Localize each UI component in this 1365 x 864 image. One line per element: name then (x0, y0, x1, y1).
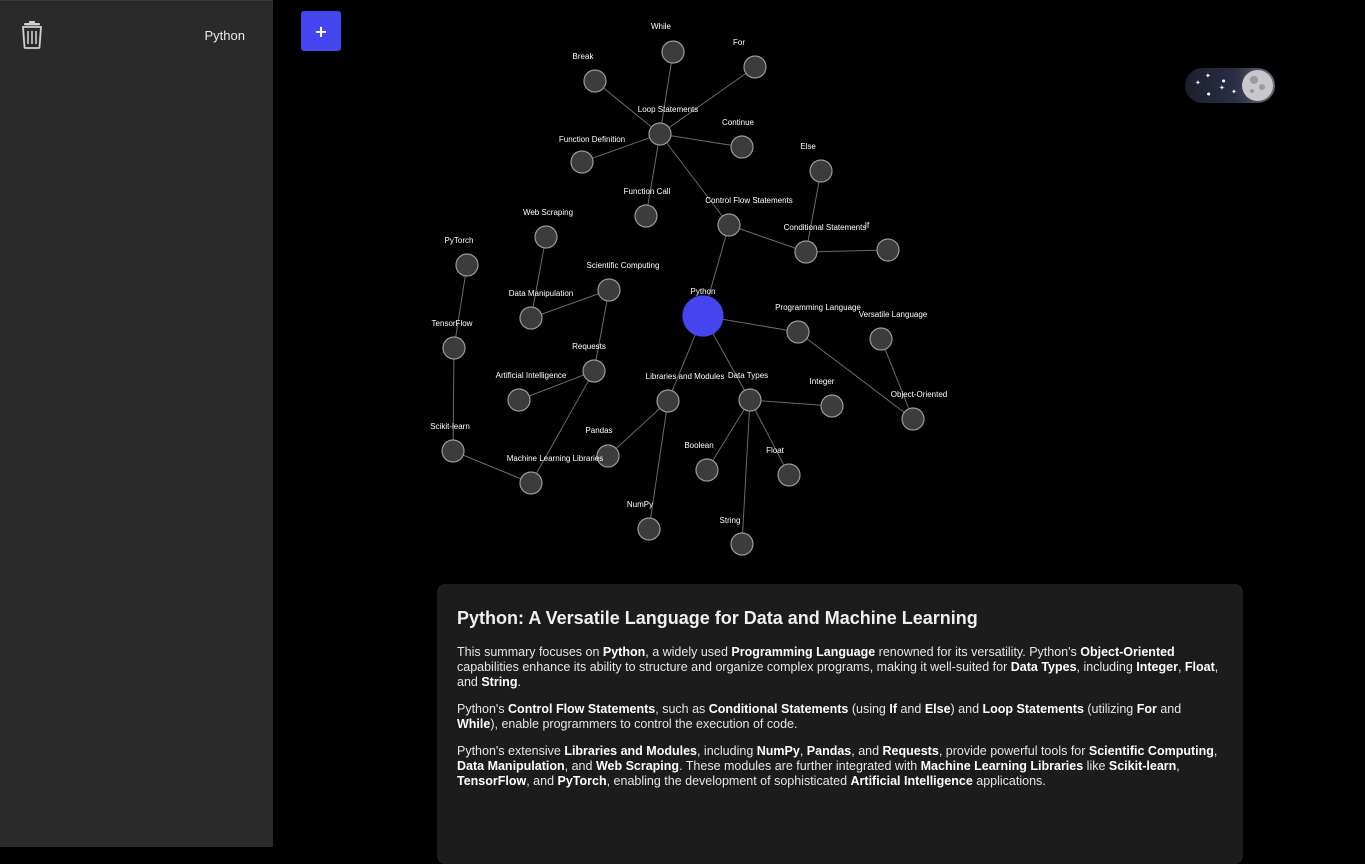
graph-node-label: NumPy (626, 500, 654, 509)
graph-node-circle[interactable] (443, 337, 465, 359)
sidebar-item-python[interactable] (60, 25, 250, 47)
summary-title: Python: A Versatile Language for Data and Machine Learning (457, 608, 978, 628)
summary-keyword: Integer (1136, 660, 1178, 674)
summary-keyword: Scikit-learn (1108, 759, 1177, 773)
graph-node-label: Python (690, 287, 716, 296)
star-icon: ✦ (1219, 84, 1225, 92)
graph-node-circle[interactable] (739, 389, 761, 411)
graph-node-else[interactable] (800, 142, 832, 182)
graph-node-circle[interactable] (696, 459, 718, 481)
star-icon: ✦ (1195, 79, 1201, 87)
graph-node-boolean[interactable] (684, 441, 718, 481)
graph-node-circle[interactable] (870, 328, 892, 350)
star-icon: ● (1222, 78, 1226, 83)
summary-keyword: Else (924, 702, 951, 716)
graph-node-circle[interactable] (649, 123, 671, 145)
graph-node-circle[interactable] (731, 136, 753, 158)
graph-node-python[interactable] (683, 287, 723, 336)
graph-node-circle[interactable] (657, 390, 679, 412)
graph-edges (453, 52, 913, 544)
graph-node-circle[interactable] (571, 151, 593, 173)
graph-node-label: Programming Language (775, 303, 861, 312)
graph-node-numpy[interactable] (627, 500, 660, 540)
graph-node-label: Continue (721, 118, 755, 127)
summary-keyword: Python (602, 645, 646, 659)
summary-keyword: Requests (882, 744, 939, 758)
graph-node-circle[interactable] (584, 70, 606, 92)
graph-node-circle[interactable] (744, 56, 766, 78)
graph-node-circle[interactable] (902, 408, 924, 430)
graph-edge (742, 400, 750, 544)
graph-node-label: PyTorch (444, 236, 474, 245)
graph-node-circle[interactable] (456, 254, 478, 276)
graph-node-circle[interactable] (795, 241, 817, 263)
graph-node-circle[interactable] (778, 464, 800, 486)
graph-node-integer[interactable] (810, 377, 843, 417)
sidebar (0, 0, 273, 847)
graph-node-label: Loop Statements (637, 105, 699, 114)
graph-node-label: Object-Oriented (890, 390, 948, 399)
graph-node-conditional-statements[interactable] (784, 223, 867, 263)
star-icon: ✦ (1231, 88, 1237, 96)
graph-node-label: Data Types (727, 371, 769, 380)
graph-edge (660, 52, 673, 134)
graph-node-label: Requests (572, 342, 606, 351)
graph-node-label: For (733, 38, 745, 47)
graph-edge (806, 171, 821, 252)
graph-node-label: Artificial Intelligence (495, 371, 567, 380)
graph-node-label: If (864, 221, 870, 230)
summary-keyword: PyTorch (557, 774, 607, 788)
summary-keyword: Control Flow Statements (508, 702, 656, 716)
graph-node-libraries-and-modules[interactable] (646, 372, 725, 412)
summary-keyword: Machine Learning Libraries (920, 759, 1084, 773)
graph-node-circle[interactable] (638, 518, 660, 540)
graph-node-label: Scikit-learn (430, 422, 470, 431)
graph-edge (649, 401, 668, 529)
summary-keyword: Conditional Statements (708, 702, 849, 716)
graph-node-continue[interactable] (722, 118, 755, 158)
graph-node-label: Integer (809, 377, 835, 386)
graph-node-circle[interactable] (718, 214, 740, 236)
summary-panel (437, 584, 1243, 864)
summary-keyword: Loop Statements (982, 702, 1084, 716)
graph-node-if[interactable] (865, 221, 899, 261)
graph-node-label: Function Definition (558, 135, 626, 144)
graph-node-scikit-learn[interactable] (430, 422, 470, 462)
graph-node-label: Scientific Computing (586, 261, 660, 270)
graph-edge (750, 400, 832, 406)
graph-node-circle[interactable] (821, 395, 843, 417)
graph-node-tensorflow[interactable] (432, 319, 473, 359)
summary-keyword: Object-Oriented (1080, 645, 1175, 659)
graph-node-circle[interactable] (583, 360, 605, 382)
graph-node-label: Machine Learning Libraries (506, 454, 604, 463)
summary-paragraph: This summary focuses on Python, a widely used Programming Language renowned for its versatility. Python's Object-Oriented capabilities enhance its ability to structure and organize complex programs, making it well-suited for Data Types, including Integer, Float, and String. (457, 645, 1219, 689)
graph-edge (750, 400, 789, 475)
graph-node-circle[interactable] (520, 307, 542, 329)
graph-node-label: TensorFlow (431, 319, 473, 328)
graph-node-scientific-computing[interactable] (587, 261, 660, 301)
graph-node-label: Boolean (684, 441, 714, 450)
graph-node-pytorch[interactable] (445, 236, 478, 276)
graph-node-label: Libraries and Modules (645, 372, 725, 381)
graph-edge (453, 348, 454, 451)
graph-node-float[interactable] (766, 446, 800, 486)
graph-node-circle[interactable] (508, 389, 530, 411)
graph-node-web-scraping[interactable] (523, 208, 573, 248)
summary-keyword: Artificial Intelligence (850, 774, 973, 788)
summary-keyword: Float (1184, 660, 1215, 674)
graph-edge (660, 134, 729, 225)
graph-node-circle[interactable] (877, 239, 899, 261)
graph-node-label: String (719, 516, 741, 525)
graph-node-while[interactable] (651, 22, 684, 63)
graph-node-string[interactable] (720, 516, 753, 555)
summary-paragraph: Python's extensive Libraries and Modules, including NumPy, Pandas, and Requests, provide powerful tools for Scientific Computing, Data Manipulation, and Web Scraping. These modules are further integrated with Machine Learning Libraries like Scikit-learn, TensorFlow, and PyTorch, enabling the development of sophisticated Artificial Intelligence applications. (457, 744, 1218, 788)
graph-node-label: Pandas (585, 426, 613, 435)
graph-edge (707, 400, 750, 470)
graph-node-data-types[interactable] (728, 371, 768, 411)
main-panel (273, 0, 1365, 847)
trash-icon[interactable] (20, 21, 44, 49)
graph-node-function-call[interactable] (624, 187, 671, 227)
graph-node-circle[interactable] (520, 472, 542, 494)
graph-edge (660, 134, 742, 147)
graph-node-label: Control Flow Statements (705, 196, 793, 205)
graph-node-function-definition[interactable] (559, 135, 625, 173)
summary-keyword: Data Types (1010, 660, 1077, 674)
graph-node-circle[interactable] (662, 41, 684, 63)
graph-node-label: Break (572, 52, 594, 61)
graph-edge (646, 134, 660, 216)
graph-node-label: Web Scraping (522, 208, 574, 217)
graph-node-circle[interactable] (535, 226, 557, 248)
graph-node-break[interactable] (573, 52, 606, 92)
summary-keyword: String (481, 675, 518, 689)
graph-node-label: Conditional Statements (783, 223, 867, 232)
graph-edge (531, 237, 546, 318)
graph-node-label: Versatile Language (858, 310, 928, 319)
graph-node-label: While (650, 22, 672, 31)
summary-keyword: NumPy (756, 744, 800, 758)
graph-edge (594, 290, 609, 371)
graph-node-circle[interactable] (635, 205, 657, 227)
graph-node-object-oriented[interactable] (891, 390, 947, 430)
summary-keyword: Web Scraping (595, 759, 680, 773)
sidebar-item-label: Python (204, 28, 245, 43)
graph-node-label: Data Manipulation (508, 289, 574, 298)
graph-edge (608, 401, 668, 456)
summary-keyword: Libraries and Modules (564, 744, 697, 758)
graph-edge (806, 250, 888, 252)
graph-node-versatile-language[interactable] (859, 310, 928, 350)
summary-keyword: Data Manipulation (457, 759, 565, 773)
summary-keyword: Pandas (806, 744, 852, 758)
theme-toggle[interactable] (1185, 68, 1275, 103)
graph-node-label: Float (766, 446, 784, 455)
graph-node-label: Function Call (623, 187, 671, 196)
graph-node-for[interactable] (733, 38, 766, 78)
graph-edge (454, 265, 467, 348)
summary-paragraph: Python's Control Flow Statements, such as Conditional Statements (using If and Else) and Loop Statements (utilizing For and While), enable programmers to control the execution of code. (457, 702, 1182, 731)
summary-keyword: Programming Language (731, 645, 876, 659)
graph-node-programming-language[interactable] (775, 303, 861, 343)
add-button[interactable]: + (301, 11, 341, 51)
summary-keyword: For (1136, 702, 1157, 716)
star-icon: ✦ (1205, 72, 1211, 80)
graph-node-label: Else (800, 142, 816, 151)
graph-node-circle[interactable] (731, 533, 753, 555)
summary-keyword: Scientific Computing (1088, 744, 1214, 758)
graph-node-circle[interactable] (787, 321, 809, 343)
graph-node-artificial-intelligence[interactable] (496, 371, 567, 411)
star-icon: ● (1207, 91, 1211, 96)
graph-node-control-flow-statements[interactable] (705, 196, 793, 236)
summary-keyword: While (457, 717, 491, 731)
graph-node-circle[interactable] (442, 440, 464, 462)
graph-node-circle[interactable] (810, 160, 832, 182)
graph-node-circle[interactable] (598, 279, 620, 301)
graph-node-circle[interactable] (683, 296, 723, 336)
summary-keyword: If (889, 702, 897, 716)
moon-icon (1242, 70, 1273, 101)
graph-node-machine-learning-libraries[interactable] (507, 454, 604, 494)
summary-keyword: TensorFlow (457, 774, 527, 788)
graph-node-data-manipulation[interactable] (509, 289, 573, 329)
graph-node-requests[interactable] (572, 342, 606, 382)
